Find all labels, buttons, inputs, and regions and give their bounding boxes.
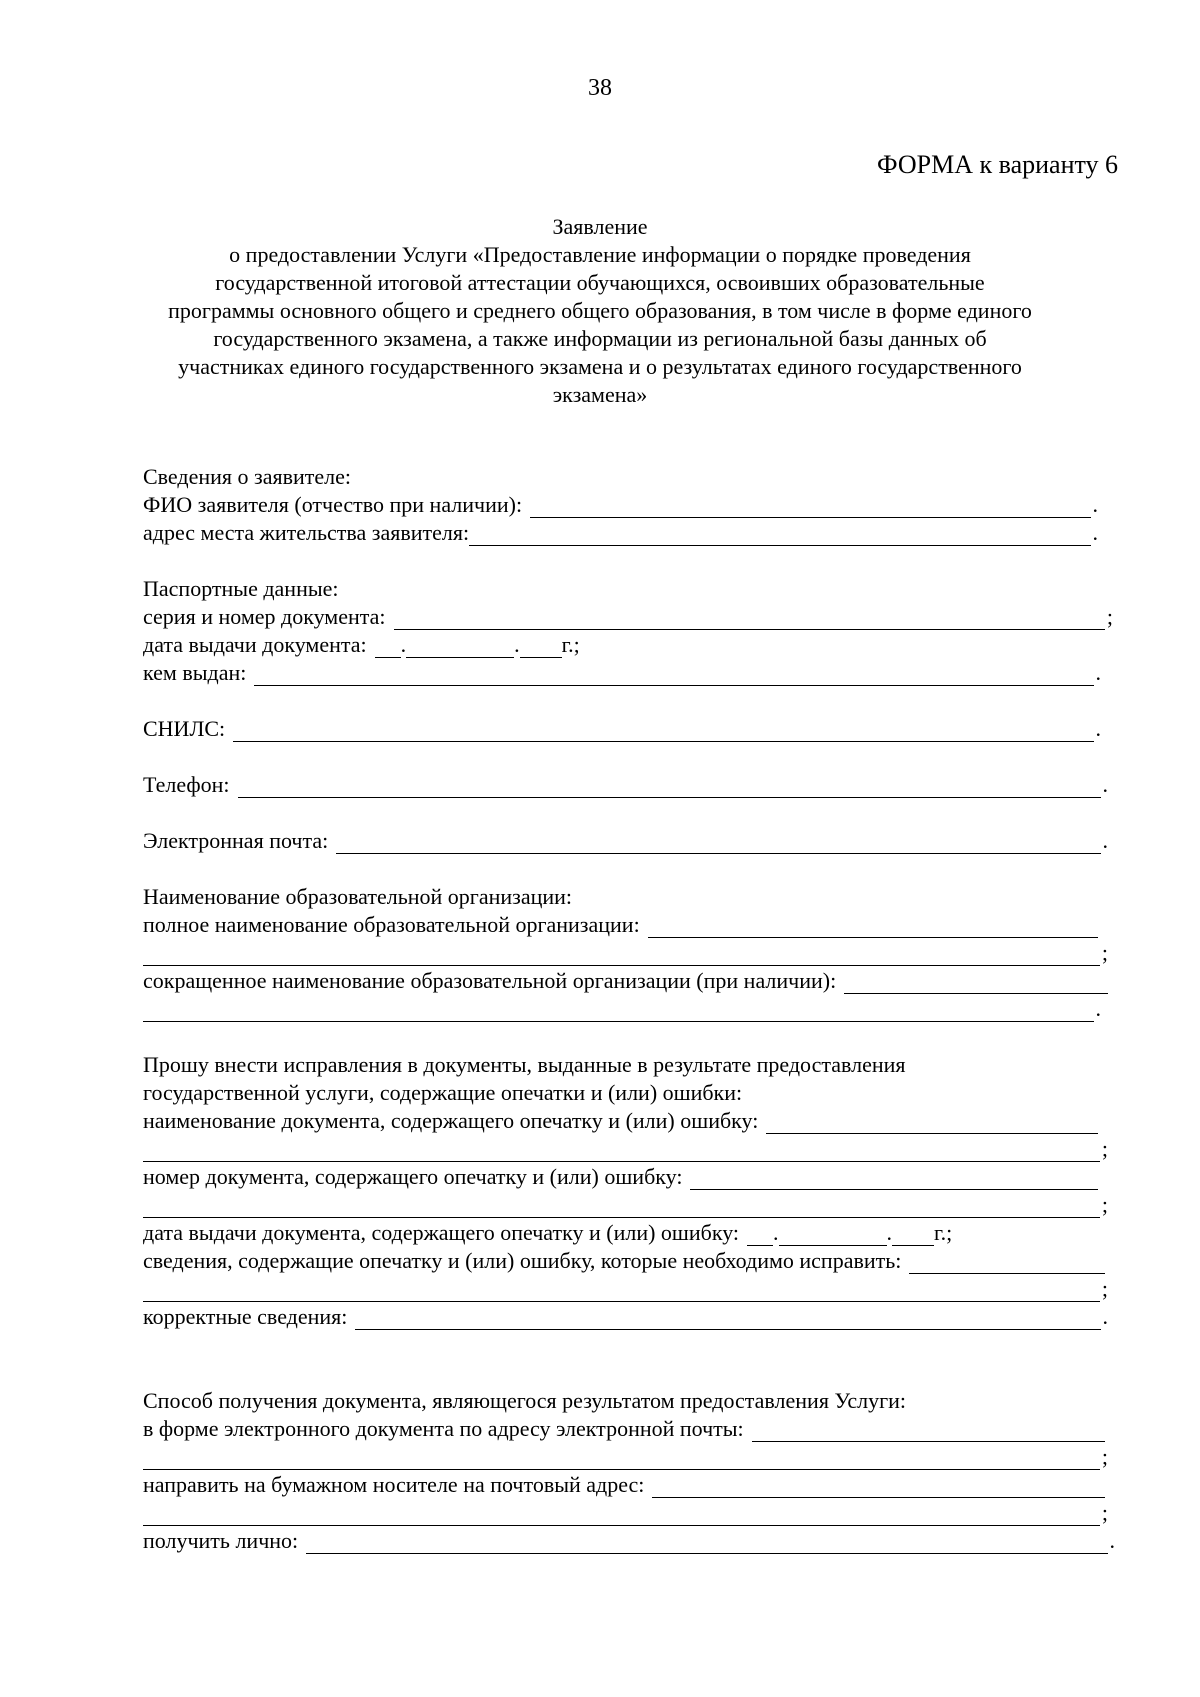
phone-label: Телефон: xyxy=(143,772,230,797)
email-field[interactable] xyxy=(336,832,1100,854)
fio-label: ФИО заявителя (отчество при наличии): xyxy=(143,492,523,517)
passport-date-row xyxy=(143,630,1123,658)
org-full-name-cont-row xyxy=(143,938,1108,966)
info-to-fix-end: ; xyxy=(1101,1276,1108,1301)
org-short-name-field-cont[interactable] xyxy=(143,1000,1094,1022)
snils-field[interactable] xyxy=(233,720,1093,742)
delivery-heading: Способ получения документа, являющегося результатом предоставления Услуги: xyxy=(143,1388,907,1413)
fio-row xyxy=(143,490,1098,518)
address-row xyxy=(143,518,1098,546)
issued-by-label: кем выдан: xyxy=(143,660,247,685)
info-to-fix-field[interactable] xyxy=(909,1252,1105,1274)
doc-number-row xyxy=(143,1162,1098,1190)
doc-name-field[interactable] xyxy=(766,1112,1098,1134)
delivery-post-row xyxy=(143,1470,1105,1498)
passport-series-row xyxy=(143,602,1113,630)
doc-name-cont-row xyxy=(143,1134,1108,1162)
passport-series-field[interactable] xyxy=(394,608,1105,630)
applicant-heading: Сведения о заявителе: xyxy=(143,464,352,489)
year-suffix: г.; xyxy=(934,1220,953,1245)
snils-label: СНИЛС: xyxy=(143,716,226,741)
snils-end: . xyxy=(1095,716,1101,741)
month-field[interactable] xyxy=(406,636,514,658)
org-full-name-row xyxy=(143,910,1098,938)
page-number: 38 xyxy=(588,75,612,101)
title-line: о предоставлении Услуги «Предоставление информации о порядке проведения xyxy=(229,242,971,267)
doc-name-field-cont[interactable] xyxy=(143,1140,1100,1162)
delivery-post-field-cont[interactable] xyxy=(143,1504,1100,1526)
address-field[interactable] xyxy=(469,524,1090,546)
delivery-post-end: ; xyxy=(1101,1500,1108,1525)
date-separator: . xyxy=(886,1220,893,1245)
org-full-name-field[interactable] xyxy=(648,916,1098,938)
doc-number-field[interactable] xyxy=(690,1168,1098,1190)
email-label: Электронная почта: xyxy=(143,828,329,853)
org-short-name-end: . xyxy=(1095,996,1101,1021)
organization-heading: Наименование образовательной организации: xyxy=(143,884,573,909)
fio-field[interactable] xyxy=(530,496,1090,518)
delivery-personal-row xyxy=(143,1526,1115,1554)
delivery-email-field-cont[interactable] xyxy=(143,1448,1100,1470)
delivery-post-field[interactable] xyxy=(652,1476,1105,1498)
corrections-line-2 xyxy=(143,1078,1123,1106)
doc-number-label: номер документа, содержащего опечатку и (или) ошибку: xyxy=(143,1164,683,1189)
phone-row xyxy=(143,770,1108,798)
address-end: . xyxy=(1092,520,1098,545)
org-full-name-end: ; xyxy=(1101,940,1108,965)
snils-row xyxy=(143,714,1101,742)
doc-name-row xyxy=(143,1106,1098,1134)
correct-info-label: корректные сведения: xyxy=(143,1304,348,1329)
phone-field[interactable] xyxy=(238,776,1101,798)
fio-end: . xyxy=(1092,492,1098,517)
form-body xyxy=(143,462,1123,1554)
correct-info-field[interactable] xyxy=(355,1308,1100,1330)
delivery-personal-field[interactable] xyxy=(306,1532,1107,1554)
doc-date-field[interactable] xyxy=(747,1220,952,1246)
doc-name-end: ; xyxy=(1101,1136,1108,1161)
title-line: Заявление xyxy=(552,214,648,239)
delivery-post-label: направить на бумажном носителе на почтовый адрес: xyxy=(143,1472,645,1497)
year-field[interactable] xyxy=(520,636,562,658)
passport-heading: Паспортные данные: xyxy=(143,576,339,601)
passport-series-label: серия и номер документа: xyxy=(143,604,386,629)
form-variant-label: ФОРМА к варианту 6 xyxy=(877,150,1118,179)
corrections-text: Прошу внести исправления в документы, выданные в результате предоставления xyxy=(143,1052,906,1077)
doc-name-label: наименование документа, содержащего опечатку и (или) ошибку: xyxy=(143,1108,759,1133)
date-separator: . xyxy=(773,1220,779,1245)
title-line: программы основного общего и среднего общего образования, в том числе в форме единого xyxy=(168,298,1032,323)
year-suffix: г.; xyxy=(561,632,580,657)
year-field[interactable] xyxy=(892,1224,934,1246)
day-field[interactable] xyxy=(747,1224,773,1246)
issued-by-end: . xyxy=(1095,660,1101,685)
doc-date-label: дата выдачи документа, содержащего опечатку и (или) ошибку: xyxy=(143,1220,740,1245)
org-short-name-label: сокращенное наименование образовательной организации (при наличии): xyxy=(143,968,837,993)
address-label: адрес места жительства заявителя: xyxy=(143,520,470,545)
delivery-email-end: ; xyxy=(1101,1444,1108,1469)
org-full-name-label: полное наименование образовательной организации: xyxy=(143,912,640,937)
passport-section xyxy=(143,574,1123,602)
month-field[interactable] xyxy=(779,1224,887,1246)
issued-by-row xyxy=(143,658,1101,686)
issued-by-field[interactable] xyxy=(254,664,1093,686)
title-line: экзамена» xyxy=(552,382,648,407)
date-separator: . xyxy=(514,632,520,657)
doc-number-field-cont[interactable] xyxy=(143,1196,1100,1218)
email-end: . xyxy=(1102,828,1108,853)
passport-date-field[interactable] xyxy=(375,632,580,658)
doc-date-row xyxy=(143,1218,1123,1246)
corrections-text: государственной услуги, содержащие опечатки и (или) ошибки: xyxy=(143,1080,743,1105)
title-line: государственной итоговой аттестации обучающихся, освоивших образовательные xyxy=(215,270,985,295)
date-separator: . xyxy=(400,632,407,657)
application-title xyxy=(140,213,1060,409)
organization-section xyxy=(143,882,1123,910)
phone-end: . xyxy=(1102,772,1108,797)
info-to-fix-field-cont[interactable] xyxy=(143,1280,1100,1302)
email-row xyxy=(143,826,1108,854)
delivery-email-label: в форме электронного документа по адресу электронной почты: xyxy=(143,1416,744,1441)
day-field[interactable] xyxy=(375,636,401,658)
correct-info-row xyxy=(143,1302,1108,1330)
title-line: государственного экзамена, а также информации из региональной базы данных об xyxy=(213,326,987,351)
delivery-email-field[interactable] xyxy=(752,1420,1105,1442)
org-short-name-field[interactable] xyxy=(844,972,1108,994)
correct-info-end: . xyxy=(1102,1304,1108,1329)
delivery-personal-label: получить лично: xyxy=(143,1528,299,1553)
delivery-section xyxy=(143,1386,1123,1414)
delivery-personal-end: . xyxy=(1109,1528,1115,1553)
title-line: участниках единого государственного экзамена и о результатах единого государственного xyxy=(178,354,1022,379)
info-to-fix-cont-row xyxy=(143,1274,1108,1302)
passport-date-label: дата выдачи документа: xyxy=(143,632,367,657)
doc-number-end: ; xyxy=(1101,1192,1108,1217)
delivery-email-row xyxy=(143,1414,1105,1442)
info-to-fix-label: сведения, содержащие опечатку и (или) ошибку, которые необходимо исправить: xyxy=(143,1248,902,1273)
org-short-name-cont-row xyxy=(143,994,1101,1022)
doc-number-cont-row xyxy=(143,1190,1108,1218)
applicant-section xyxy=(143,462,1123,490)
org-full-name-field-cont[interactable] xyxy=(143,944,1100,966)
delivery-email-cont-row xyxy=(143,1442,1108,1470)
passport-series-end: ; xyxy=(1106,604,1113,629)
delivery-post-cont-row xyxy=(143,1498,1108,1526)
info-to-fix-row xyxy=(143,1246,1105,1274)
org-short-name-row xyxy=(143,966,1108,994)
corrections-line-1 xyxy=(143,1050,1123,1078)
